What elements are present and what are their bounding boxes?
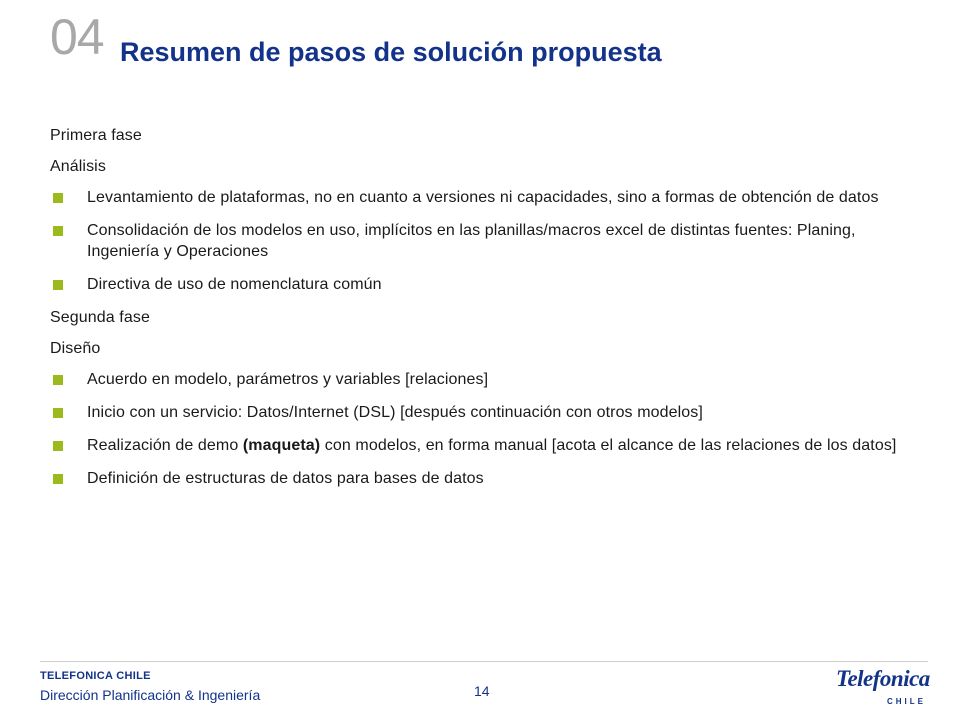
square-bullet-icon bbox=[53, 226, 63, 236]
square-bullet-icon bbox=[53, 375, 63, 385]
phase-subheading: Diseño bbox=[50, 340, 101, 357]
logo-subtext: CHILE bbox=[887, 697, 926, 706]
square-bullet-icon bbox=[53, 193, 63, 203]
phase-heading: Segunda fase bbox=[50, 309, 150, 326]
footer-company: TELEFONICA CHILE bbox=[40, 670, 151, 682]
page-number: 14 bbox=[474, 683, 490, 699]
square-bullet-icon bbox=[53, 441, 63, 451]
section-number: 04 bbox=[50, 9, 104, 65]
slide-content bbox=[50, 125, 920, 501]
phase-subheading: Análisis bbox=[50, 158, 106, 175]
bullet-text-end: con modelos, en forma manual [acota el alcance de las relaciones de los datos] bbox=[320, 437, 897, 454]
phase-heading: Primera fase bbox=[50, 127, 142, 144]
bullet-text: Levantamiento de plataformas, no en cuanto a versiones ni capacidades, sino a formas de obtención de datos bbox=[87, 189, 879, 206]
bullet-text: Directiva de uso de nomenclatura común bbox=[87, 276, 382, 293]
logo-wordmark: Telefonica bbox=[836, 666, 930, 691]
bullet-text-start: Realización de demo bbox=[87, 437, 243, 454]
footer-division: Dirección Planificación & Ingeniería bbox=[40, 687, 261, 703]
bullet-text: Inicio con un servicio: Datos/Internet (DSL) [después continuación con otros modelos] bbox=[87, 404, 703, 421]
slide-title: Resumen de pasos de solución propuesta bbox=[120, 37, 662, 67]
bullet-item bbox=[50, 435, 920, 456]
square-bullet-icon bbox=[53, 408, 63, 418]
bullet-item bbox=[50, 369, 920, 390]
bullet-item bbox=[50, 274, 920, 295]
bullet-item bbox=[50, 220, 920, 262]
square-bullet-icon bbox=[53, 474, 63, 484]
telefonica-logo bbox=[830, 666, 930, 714]
bullet-item bbox=[50, 187, 920, 208]
bullet-text-bold: (maqueta) bbox=[242, 437, 321, 454]
square-bullet-icon bbox=[53, 280, 63, 290]
footer-divider bbox=[40, 661, 928, 662]
bullet-text bbox=[87, 437, 896, 454]
bullet-item bbox=[50, 468, 920, 489]
bullet-text: Acuerdo en modelo, parámetros y variables [relaciones] bbox=[87, 371, 489, 388]
bullet-text: Definición de estructuras de datos para bases de datos bbox=[87, 470, 484, 487]
bullet-text: Consolidación de los modelos en uso, implícitos en las planillas/macros excel de distintas fuentes: Planing, Ingeniería y Operaciones bbox=[87, 222, 856, 260]
bullet-item bbox=[50, 402, 920, 423]
